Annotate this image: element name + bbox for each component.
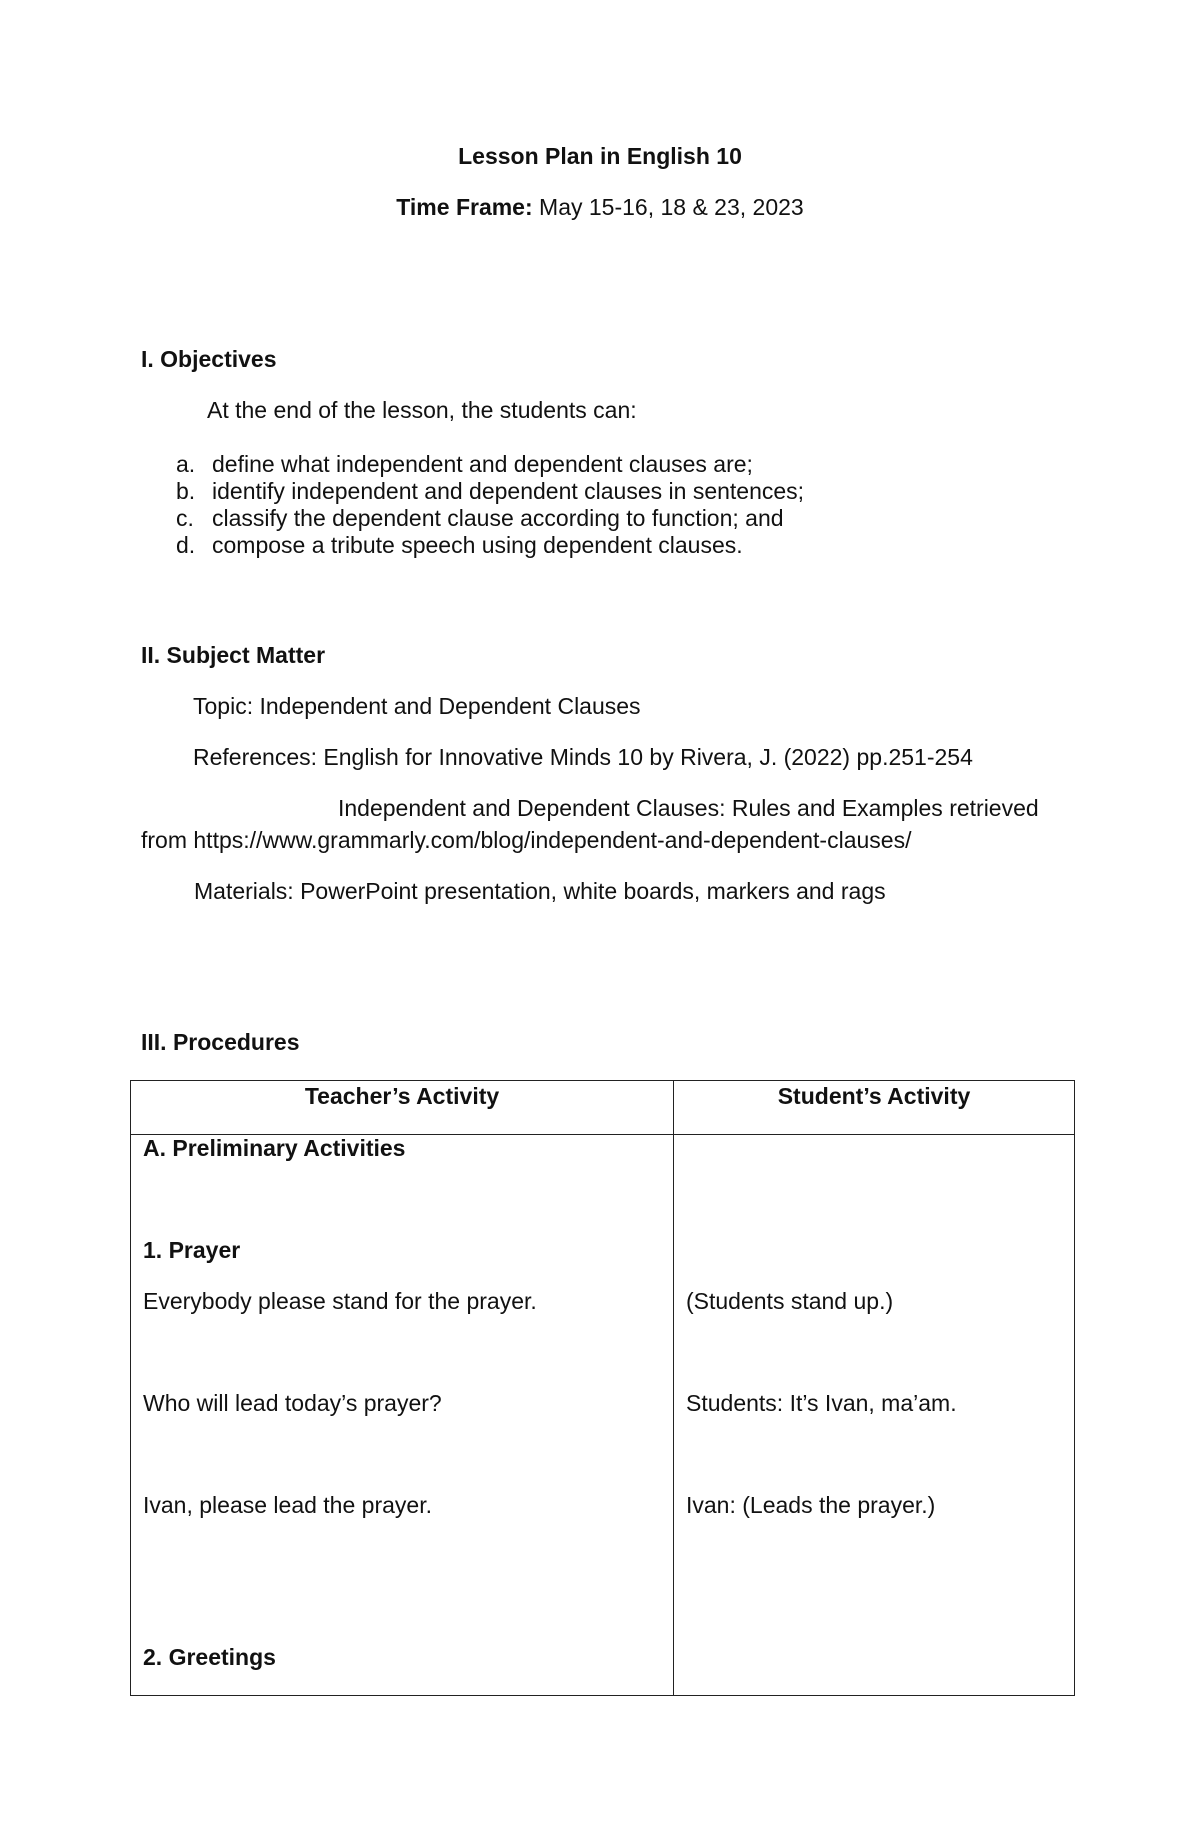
procedures-table — [130, 1080, 1075, 1696]
student-activity-header: Student’s Activity — [674, 1081, 1075, 1135]
teacher-line-1: Everybody please stand for the prayer. — [143, 1288, 537, 1314]
prayer-heading: 1. Prayer — [143, 1237, 241, 1263]
subject-topic: Topic: Independent and Dependent Clauses — [193, 693, 641, 719]
objective-text: identify independent and dependent clauses in sentences; — [212, 478, 805, 504]
greetings-heading: 2. Greetings — [143, 1644, 276, 1670]
objective-text: define what independent and dependent clauses are; — [212, 451, 753, 477]
objective-marker: d. — [176, 532, 196, 558]
teacher-line-2: Who will lead today’s prayer? — [143, 1390, 442, 1416]
subject-reference2-line2: from https://www.grammarly.com/blog/independent-and-dependent-clauses/ — [141, 827, 912, 853]
time-frame-value: May 15-16, 18 & 23, 2023 — [539, 194, 804, 220]
objectives-intro: At the end of the lesson, the students can: — [207, 397, 637, 423]
teacher-activity-cell — [131, 1135, 674, 1696]
objectives-heading: I. Objectives — [141, 346, 277, 372]
time-frame — [0, 194, 1200, 221]
objective-marker: c. — [176, 505, 194, 531]
objective-text: classify the dependent clause according to function; and — [212, 505, 784, 531]
time-frame-label: Time Frame: — [396, 194, 533, 220]
teacher-activity-header: Teacher’s Activity — [131, 1081, 674, 1135]
student-line-3: Ivan: (Leads the prayer.) — [686, 1492, 936, 1518]
procedures-heading: III. Procedures — [141, 1029, 300, 1055]
student-line-1: (Students stand up.) — [686, 1288, 894, 1314]
student-activity-cell — [674, 1135, 1075, 1696]
procedures-header-row — [131, 1081, 1075, 1135]
objective-marker: a. — [176, 451, 196, 477]
subject-reference2-line1: Independent and Dependent Clauses: Rules and Examples retrieved — [338, 795, 1039, 821]
document-title: Lesson Plan in English 10 — [458, 143, 742, 169]
subject-matter-heading: II. Subject Matter — [141, 642, 326, 668]
subject-materials: Materials: PowerPoint presentation, white boards, markers and rags — [194, 878, 886, 904]
preliminary-activities-heading: A. Preliminary Activities — [143, 1135, 406, 1161]
subject-references: References: English for Innovative Minds 10 by Rivera, J. (2022) pp.251-254 — [193, 744, 973, 770]
teacher-line-3: Ivan, please lead the prayer. — [143, 1492, 432, 1518]
student-line-2: Students: It’s Ivan, ma’am. — [686, 1390, 957, 1416]
procedures-body-row — [131, 1135, 1075, 1696]
objective-text: compose a tribute speech using dependent clauses. — [212, 532, 743, 558]
objective-marker: b. — [176, 478, 196, 504]
